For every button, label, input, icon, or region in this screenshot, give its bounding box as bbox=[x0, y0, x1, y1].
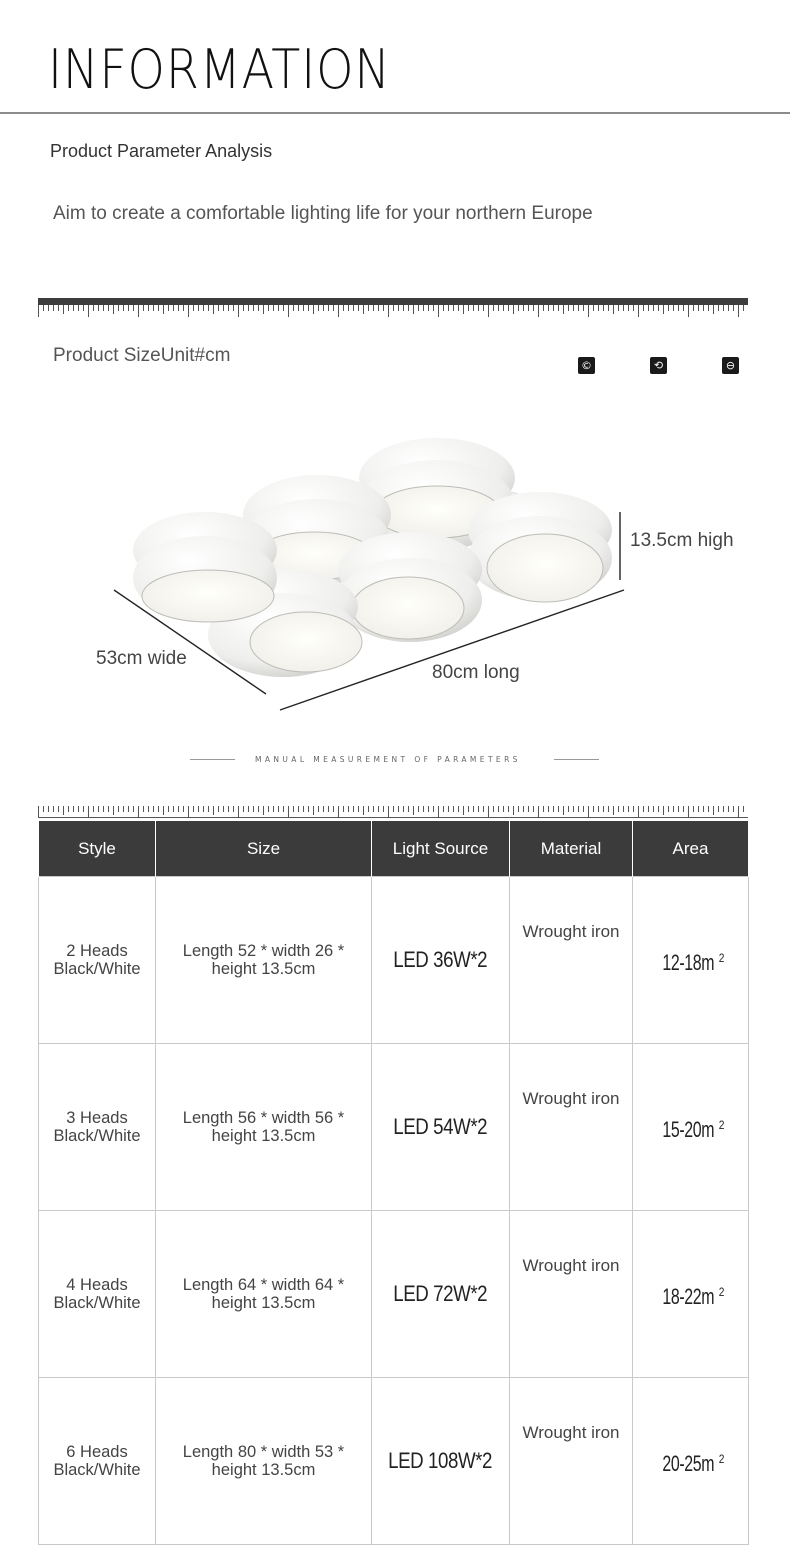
copyright-icon: © bbox=[578, 357, 595, 374]
caption-line-left bbox=[190, 759, 235, 760]
table-row bbox=[39, 1044, 749, 1211]
lamp-head-right bbox=[468, 492, 612, 602]
light-source-cell: LED 36W*2 bbox=[372, 877, 510, 1044]
specs-table bbox=[38, 821, 749, 1545]
caption-row bbox=[190, 752, 600, 768]
size-cell: Length 64 * width 64 * height 13.5cm bbox=[156, 1211, 372, 1378]
length-dimension: 80cm long bbox=[432, 662, 520, 683]
material-cell: Wrought iron bbox=[510, 877, 633, 1044]
area-cell: 20-25m $^2$ bbox=[633, 1378, 749, 1545]
light-source-cell: LED 72W*2 bbox=[372, 1211, 510, 1378]
area-cell: 15-20m $^2$ bbox=[633, 1044, 749, 1211]
lamp-illustration bbox=[100, 420, 640, 720]
size-cell: Length 80 * width 53 * height 13.5cm bbox=[156, 1378, 372, 1545]
light-source-cell: LED 108W*2 bbox=[372, 1378, 510, 1545]
style-cell: 2 Heads Black/White bbox=[39, 877, 156, 1044]
caption-line-right bbox=[554, 759, 599, 760]
header-light-source: Light Source bbox=[372, 821, 510, 877]
header-area: Area bbox=[633, 821, 749, 877]
size-cell: Length 52 * width 26 * height 13.5cm bbox=[156, 877, 372, 1044]
table-row bbox=[39, 1211, 749, 1378]
width-dimension: 53cm wide bbox=[96, 648, 187, 669]
header-style: Style bbox=[39, 821, 156, 877]
style-cell: 3 Heads Black/White bbox=[39, 1044, 156, 1211]
material-cell: Wrought iron bbox=[510, 1044, 633, 1211]
lamp-head-left bbox=[133, 512, 277, 622]
material-cell: Wrought iron bbox=[510, 1378, 633, 1545]
size-cell: Length 56 * width 56 * height 13.5cm bbox=[156, 1044, 372, 1211]
section-subtitle: Product Parameter Analysis bbox=[50, 141, 273, 161]
material-cell: Wrought iron bbox=[510, 1211, 633, 1378]
minus-circle-icon: ⊖ bbox=[722, 357, 739, 374]
ruler-bar-top bbox=[38, 298, 748, 305]
tagline: Aim to create a comfortable lighting life for your northern Europe bbox=[53, 203, 593, 224]
header-size: Size bbox=[156, 821, 372, 877]
measurement-caption: MANUAL MEASUREMENT OF PARAMETERS bbox=[255, 755, 521, 764]
table-row bbox=[39, 877, 749, 1044]
height-dimension: 13.5cm high bbox=[630, 530, 734, 551]
table-row bbox=[39, 1378, 749, 1545]
refresh-icon: ⟲ bbox=[650, 357, 667, 374]
size-label: Product SizeUnit#cm bbox=[53, 345, 231, 366]
title-divider bbox=[0, 112, 790, 114]
page-title: INFORMATION bbox=[48, 38, 391, 101]
ruler-ticks-bottom bbox=[38, 806, 748, 818]
style-cell: 4 Heads Black/White bbox=[39, 1211, 156, 1378]
lamp-head-front-middle bbox=[338, 532, 482, 642]
table-header-row bbox=[39, 821, 749, 877]
area-cell: 12-18m $^2$ bbox=[633, 877, 749, 1044]
header-material: Material bbox=[510, 821, 633, 877]
area-cell: 18-22m $^2$ bbox=[633, 1211, 749, 1378]
ruler-ticks-top bbox=[38, 305, 748, 317]
light-source-cell: LED 54W*2 bbox=[372, 1044, 510, 1211]
style-cell: 6 Heads Black/White bbox=[39, 1378, 156, 1545]
